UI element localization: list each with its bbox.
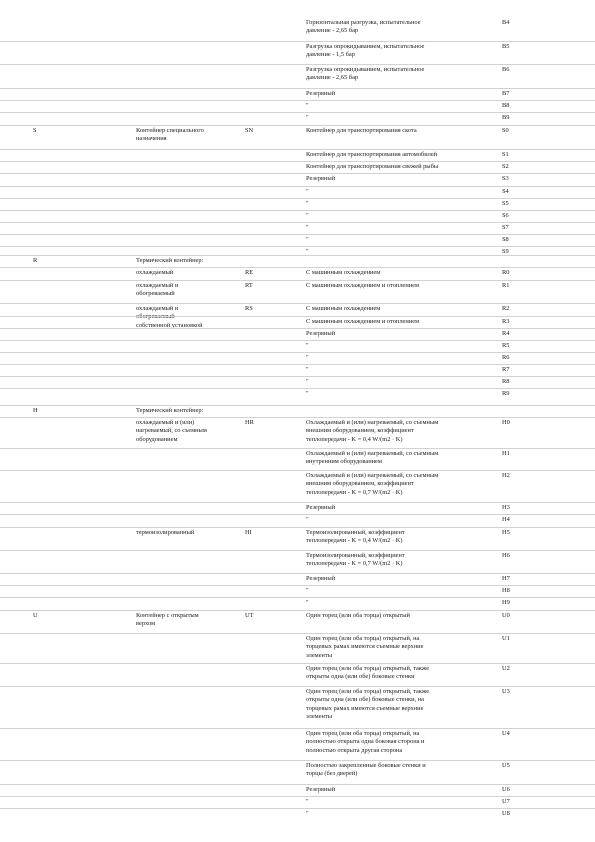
detail-code-cell: R8 [502,378,510,385]
group-code-cell: SN [245,127,254,134]
description-cell: С машинным охлаждением и отоплением [306,318,420,325]
table-row [0,633,595,659]
description-cell: Резервный [306,330,336,337]
detail-code-cell: H0 [502,419,510,426]
description-cell: Резервный [306,90,336,97]
detail-code-cell: В7 [502,90,510,97]
detail-code-cell: S7 [502,224,509,231]
description-cell: С машинным охлаждением и отоплением [306,282,420,289]
detail-code-cell: S5 [502,200,509,207]
table-row [0,808,595,817]
description-cell: Один торец (или оба торца) открытый, на полностью открыта одна боковая сторона и полностью открыта другая сторона [306,730,425,754]
table-row [0,364,595,373]
description-cell: Контейнер для транспортирования скота [306,127,417,134]
description-cell: С машинным охлаждением [306,269,381,276]
type-name-cell: охлаждаемый и (или) нагреваемый, со съемным оборудованием [136,419,207,443]
type-letter-cell: S [33,127,37,134]
detail-code-cell: U1 [502,635,510,642]
description-cell: Резервный [306,504,336,511]
description-cell: " [306,516,309,523]
description-cell: " [306,354,309,361]
description-cell: " [306,390,309,397]
detail-code-cell: R2 [502,305,510,312]
description-cell: Один торец (или оба торца) открытый [306,612,410,619]
group-code-cell: HI [245,529,252,536]
type-name-cell: термоизолированный [136,529,195,536]
description-cell: " [306,200,309,207]
description-cell: " [306,224,309,231]
table-row [0,161,595,170]
table-row [0,340,595,349]
group-code-cell: RE [245,269,254,276]
group-code-cell: UT [245,612,254,619]
description-cell: Термоизолированный, коэффициент теплопередачи - K = 0,4 W/(m2 · K) [306,529,405,545]
detail-code-cell: U3 [502,688,510,695]
description-cell: " [306,342,309,349]
detail-code-cell: U7 [502,798,510,805]
description-cell: Термоизолированный, коэффициент теплопередачи - K = 0,7 W/(m2 · K) [306,552,405,568]
table-row [0,88,595,97]
detail-code-cell: H9 [502,599,510,606]
detail-code-cell: S8 [502,236,509,243]
detail-code-cell: H4 [502,516,510,523]
group-code-cell: HR [245,419,254,426]
detail-code-cell: U0 [502,612,510,619]
table-row [0,376,595,385]
detail-code-cell: U2 [502,665,510,672]
description-cell: Охлаждаемый и (или) нагреваемый, со съемным внешним оборудованием, коэффициент теплопередачи - K = 0,7 W/(m2 · K) [306,472,439,496]
table-row [0,210,595,219]
table-row [0,728,595,754]
description-cell: " [306,102,309,109]
description-cell: " [306,236,309,243]
type-name-cell: охлаждаемый и обогреваемый [136,282,179,298]
detail-code-cell: R6 [502,354,510,361]
description-cell: " [306,114,309,121]
table-row [0,267,595,276]
type-name-cell: охлаждаемый [136,269,174,276]
table-row [0,316,595,325]
description-cell: " [306,599,309,606]
detail-code-cell: S6 [502,212,509,219]
table-row [0,573,595,582]
detail-code-cell: R7 [502,366,510,373]
description-cell: Контейнер для транспортирования автомобилей [306,151,438,158]
table-row [0,597,595,606]
detail-code-cell: В6 [502,66,510,73]
table-row [0,246,595,255]
detail-code-cell: H8 [502,587,510,594]
description-cell: " [306,798,309,805]
table-row [0,198,595,207]
detail-code-cell: H6 [502,552,510,559]
group-code-cell: RT [245,282,253,289]
detail-code-cell: S3 [502,175,509,182]
description-cell: Полностью закрепленные боковые стенки и торцы (без дверей) [306,762,426,778]
table-row [0,328,595,337]
type-letter-cell: H [33,407,38,414]
detail-code-cell: U6 [502,786,510,793]
description-cell: Резервный [306,786,336,793]
detail-code-cell: H7 [502,575,510,582]
description-cell: Охлаждаемый и (или) нагреваемый, со съемным внешним оборудованием, коэффициент теплопередачи - K = 0,4 W/(m2 · K) [306,419,439,443]
description-cell: " [306,378,309,385]
description-cell: " [306,810,309,817]
group-code-cell: RS [245,305,253,312]
table-row [0,149,595,158]
table-row [0,585,595,594]
type-name-cell: Термический контейнер: [136,407,204,414]
table-row [0,388,595,397]
detail-code-cell: U4 [502,730,510,737]
table-row [0,405,595,414]
detail-code-cell: S1 [502,151,509,158]
table-row [0,280,595,298]
description-cell: Один торец (или оба торца) открытый, также открыты одна (или обе) боковые стенки [306,665,430,681]
table-row [0,686,595,721]
description-cell: Горизонтальная разгрузка, испытательное давление - 2,65 бар [306,19,421,35]
detail-code-cell: H2 [502,472,510,479]
description-cell: Один торец (или оба торца) открытый, на торцевых рамах имеются съемные верхние элементы [306,635,424,659]
description-cell: Разгрузка опрокидыванием, испытательное давление - 2,65 бар [306,66,425,82]
table-row [0,784,595,793]
description-cell: Резервный [306,575,336,582]
detail-code-cell: В8 [502,102,510,109]
detail-code-cell: U8 [502,810,510,817]
description-cell: " [306,212,309,219]
table-row [0,502,595,511]
detail-code-cell: S0 [502,127,509,134]
detail-code-cell: S2 [502,163,509,170]
detail-code-cell: R3 [502,318,510,325]
table-row [0,352,595,361]
table-row [0,100,595,109]
table-row [0,125,595,143]
table-row [0,186,595,195]
table-row [0,610,595,628]
description-cell: Охлаждаемый и (или) нагреваемый, со съемным внутренним оборудованием [306,450,439,466]
description-cell: " [306,587,309,594]
table-row [0,222,595,231]
detail-code-cell: U5 [502,762,510,769]
table-row [0,796,595,805]
detail-code-cell: H5 [502,529,510,536]
type-name-cell: Контейнер специального назначения [136,127,204,143]
type-letter-cell: U [33,612,38,619]
description-cell: С машинным охлаждением [306,305,381,312]
detail-code-cell: R5 [502,342,510,349]
type-letter-cell: R [33,257,38,264]
detail-code-cell: R9 [502,390,510,397]
table-row [0,760,595,778]
detail-code-cell: S4 [502,188,509,195]
description-cell: Один торец (или оба торца) открытый, также открыты одна (или обе) боковые стенки, на торцевых рамах имеются съемные верхние элементы [306,688,430,721]
type-name-cell: Термический контейнер: [136,257,204,264]
table-row [0,41,595,59]
table-row [0,550,595,568]
table-row [0,255,595,264]
description-cell: " [306,366,309,373]
type-name-cell: Контейнер с открытым верхом [136,612,199,628]
table-row [0,663,595,681]
detail-code-cell: В4 [502,19,510,26]
table-row [0,470,595,496]
detail-code-cell: В9 [502,114,510,121]
detail-code-cell: S9 [502,248,509,255]
table-row [0,112,595,121]
detail-code-cell: H3 [502,504,510,511]
table-row [0,64,595,82]
detail-code-cell: R1 [502,282,510,289]
detail-code-cell: H1 [502,450,510,457]
description-cell: " [306,188,309,195]
description-cell: Резервный [306,175,336,182]
table-row [0,514,595,523]
table-row [0,448,595,466]
detail-code-cell: В5 [502,43,510,50]
detail-code-cell: R0 [502,269,510,276]
table-row [0,173,595,182]
type-name-cell: охлаждаемый и обогреваемый собственной установкой [136,305,203,329]
table-row [0,417,595,443]
table-row [0,527,595,545]
description-cell: Контейнер для транспортирования свежей рыбы [306,163,439,170]
description-cell: " [306,248,309,255]
detail-code-cell: R4 [502,330,510,337]
description-cell: Разгрузка опрокидыванием, испытательное давление - 1,5 бар [306,43,425,59]
table-row [0,234,595,243]
